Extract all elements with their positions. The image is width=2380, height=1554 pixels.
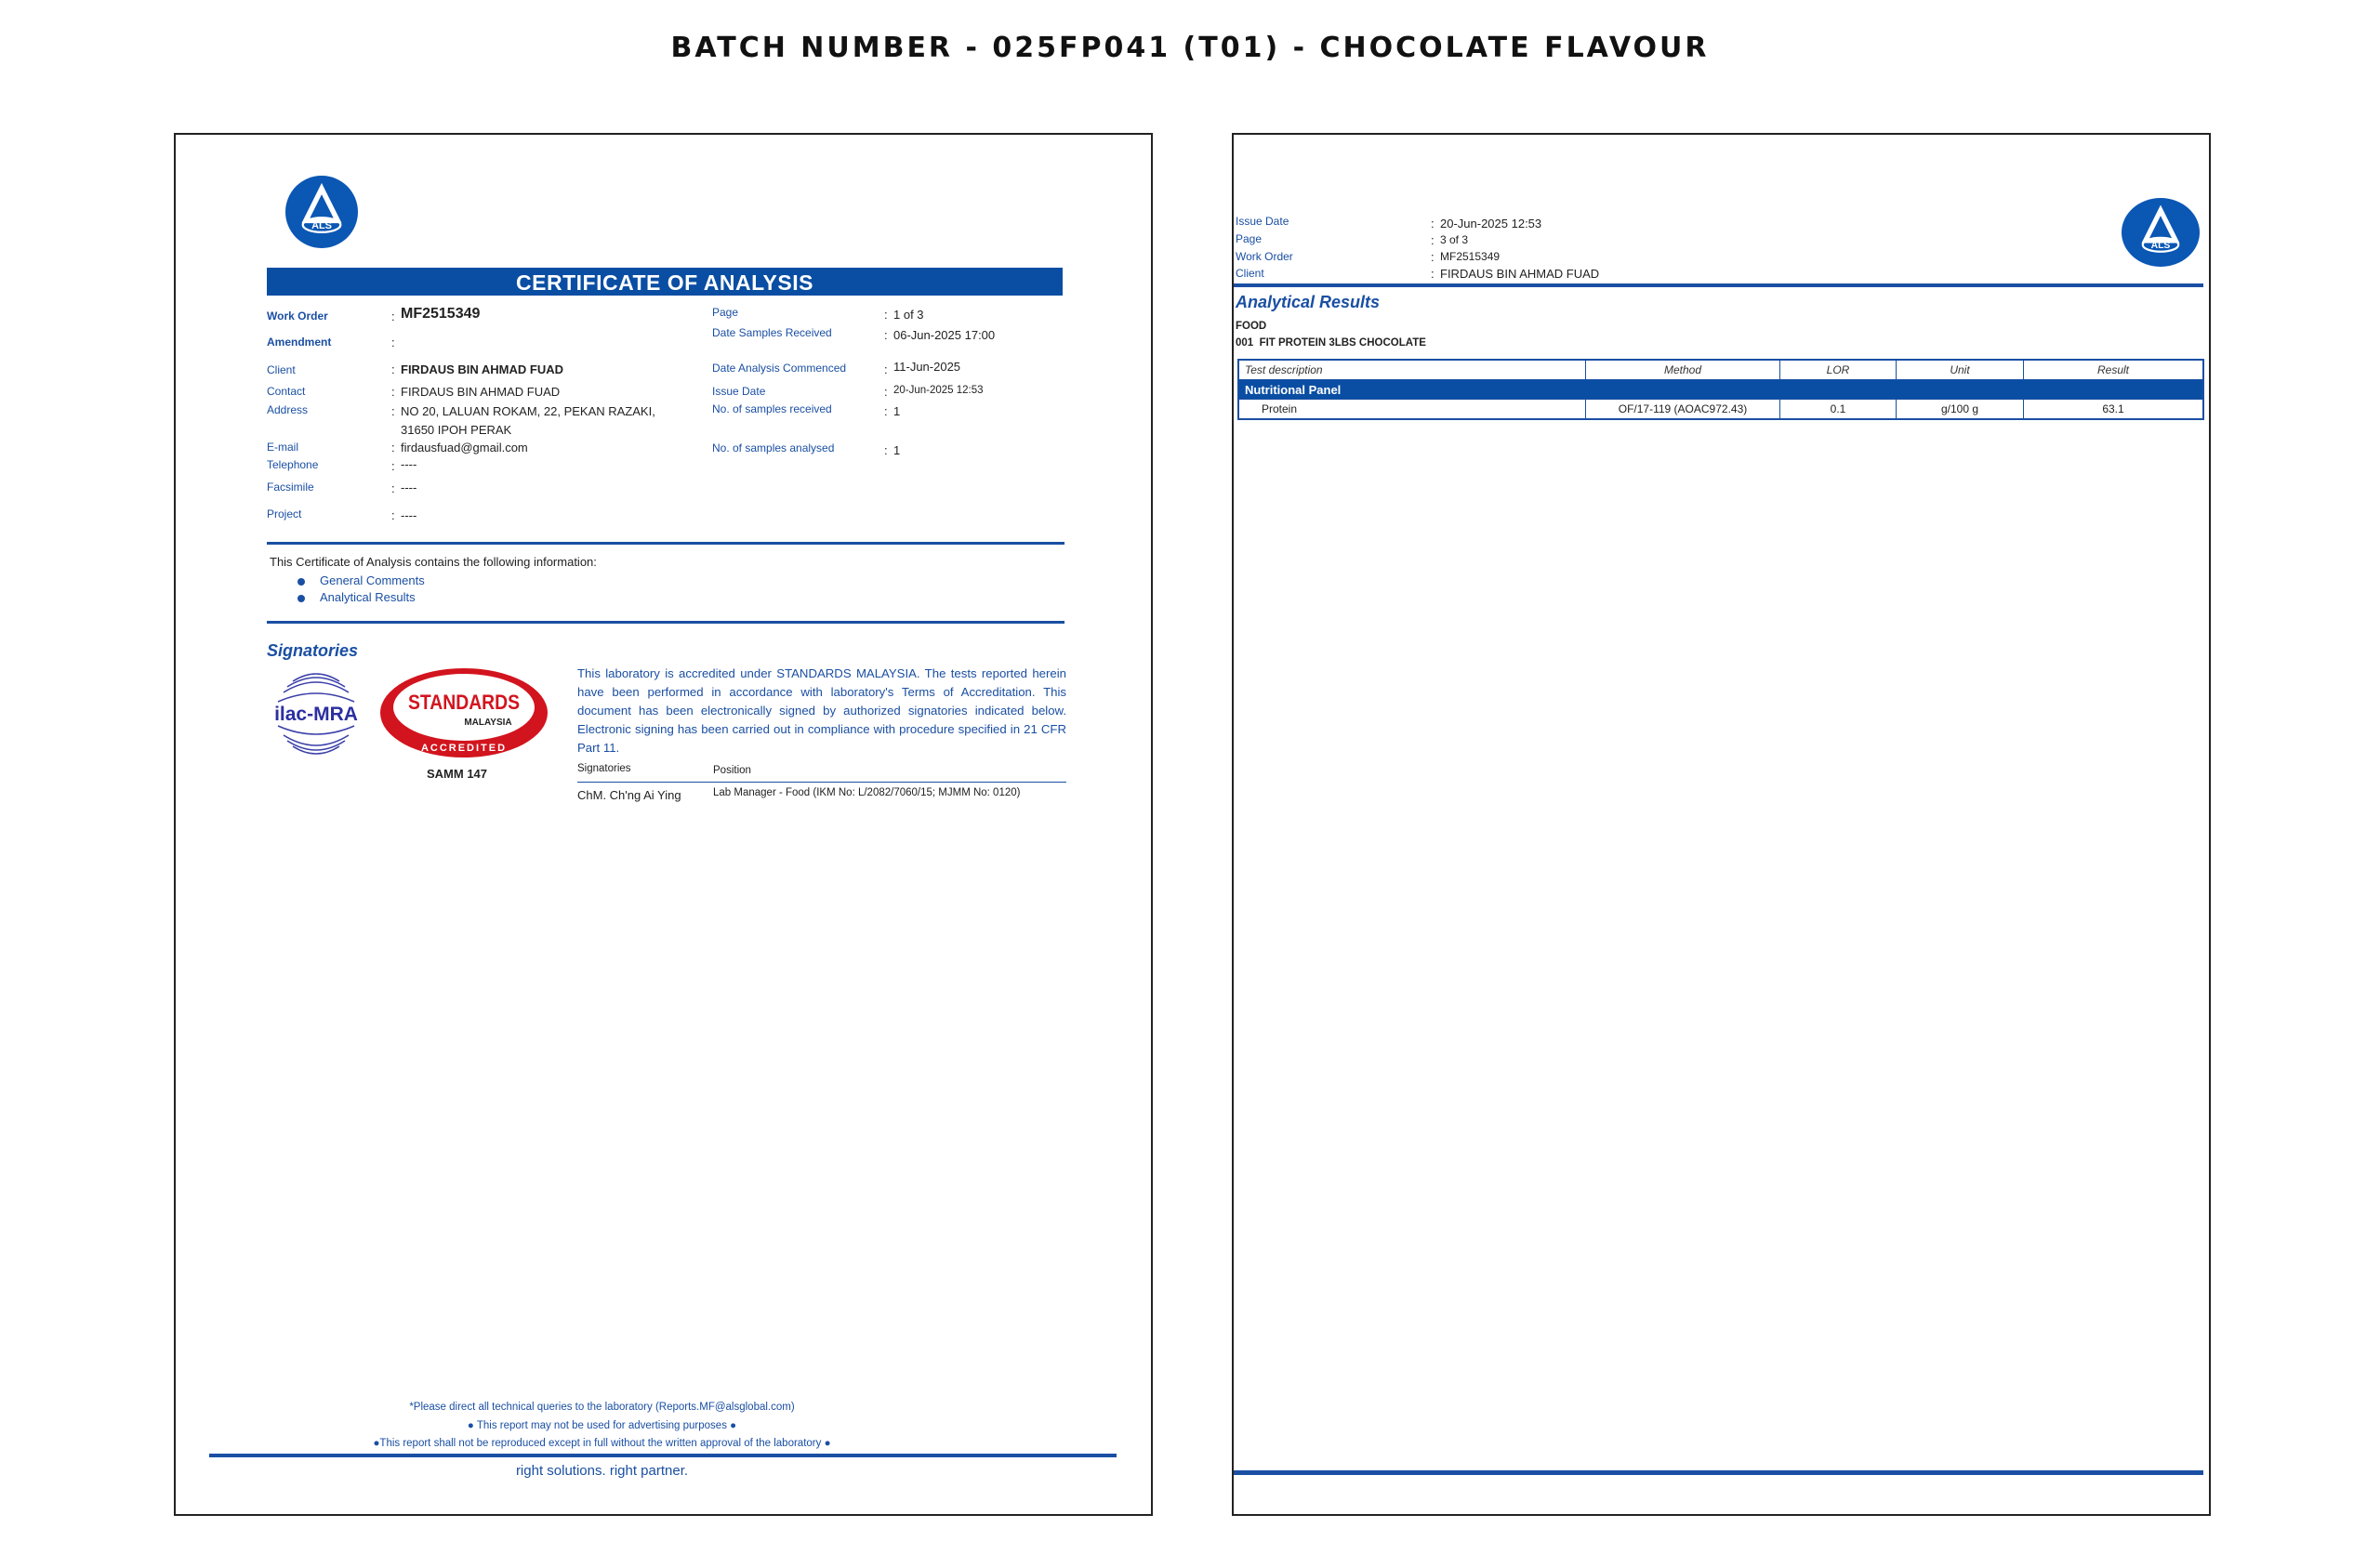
col-method: Method [1586, 360, 1780, 380]
sample-label: 001 FIT PROTEIN 3LBS CHOCOLATE [1236, 337, 1426, 349]
client-value: FIRDAUS BIN AHMAD FUAD [401, 362, 564, 376]
contact-value: FIRDAUS BIN AHMAD FUAD [401, 385, 561, 399]
table-group-row [1238, 380, 2203, 400]
svg-text:ilac-MRA: ilac-MRA [274, 704, 358, 725]
facsimile-value: ---- [401, 481, 417, 494]
sig-col-signatories: Signatories [577, 763, 631, 774]
bullet-icon [298, 595, 305, 602]
project-value: ---- [401, 508, 417, 522]
date-commenced-label: Date Analysis Commenced [712, 362, 847, 375]
signatory-name: ChM. Ch'ng Ai Ying [577, 788, 681, 802]
address-value-line2: 31650 IPOH PERAK [401, 423, 512, 437]
bullet-icon [298, 578, 305, 586]
p2-client-label: Client [1236, 267, 1264, 280]
contents-item-analytical-results: Analytical Results [298, 590, 416, 604]
divider [267, 542, 1064, 545]
matrix-label: FOOD [1236, 321, 1267, 332]
signatory-position: Lab Manager - Food (IKM No: L/2082/7060/15; MJMM No: 0120) [713, 787, 1021, 798]
svg-text:ACCREDITED: ACCREDITED [420, 743, 508, 754]
facsimile-label: Facsimile [267, 481, 314, 494]
cell-unit: g/100 g [1897, 400, 2024, 420]
footer-technical-queries: *Please direct all technical queries to the laboratory (Reports.MF@alsglobal.com) [409, 1402, 795, 1413]
contents-item-general-comments: General Comments [298, 573, 425, 587]
samples-received-value: 1 [893, 404, 901, 418]
accreditation-statement: This laboratory is accredited under STANDARDS MALAYSIA. The tests reported herein have been performed in accordance with laboratory's Terms of Accreditation. This document has been electronically signed by authorized signatories indicated below. Electronic signing has been carried out in compliance with procedure specified in 21 CFR Part 11. [577, 666, 1066, 755]
footer-reproduction-note: ●This report shall not be reproduced except in full without the written approval of the laboratory ● [373, 1438, 831, 1449]
cell-test: Protein [1238, 400, 1586, 420]
footer-rule [209, 1454, 1117, 1457]
sig-table-divider [577, 782, 1066, 783]
results-table [1237, 359, 2204, 420]
samples-analysed-value: 1 [893, 443, 901, 457]
contents-intro: This Certificate of Analysis contains the following information: [270, 555, 597, 569]
contact-label: Contact [267, 385, 306, 398]
p2-work-order-value: MF2515349 [1440, 250, 1501, 263]
address-value: NO 20, LALUAN ROKAM, 22, PEKAN RAZAKI, [401, 404, 655, 418]
signatories-heading: Signatories [267, 641, 359, 660]
page-value: 1 of 3 [893, 308, 924, 322]
sig-col-position: Position [713, 765, 751, 776]
date-commenced-value: 11-Jun-2025 [893, 360, 961, 374]
svg-text:STANDARDS: STANDARDS [408, 691, 520, 714]
p2-client-value: FIRDAUS BIN AHMAD FUAD [1440, 267, 1600, 281]
page-title: BATCH NUMBER - 025FP041 (T01) - CHOCOLATE FLAVOUR [670, 32, 1710, 64]
p2-work-order-label: Work Order [1236, 250, 1293, 263]
analytical-results-heading: Analytical Results [1236, 293, 1381, 311]
amendment-label: Amendment [267, 336, 332, 349]
header-rule [1234, 283, 2203, 287]
cell-method: OF/17-119 (AOAC972.43) [1586, 400, 1780, 420]
work-order-value: MF2515349 [401, 306, 481, 322]
svg-text:ALS: ALS [2150, 241, 2171, 252]
col-unit: Unit [1897, 360, 2024, 380]
project-label: Project [267, 507, 302, 520]
p2-page-label: Page [1236, 232, 1263, 245]
als-logo-icon [285, 176, 358, 248]
address-label: Address [267, 403, 309, 416]
group-nutritional-panel: Nutritional Panel [1238, 380, 2203, 400]
p2-page-value: 3 of 3 [1440, 233, 1469, 246]
svg-text:MALAYSIA: MALAYSIA [464, 718, 512, 728]
issue-date-value: 20-Jun-2025 12:53 [893, 385, 984, 396]
footer-rule [1234, 1470, 2203, 1475]
col-lor: LOR [1780, 360, 1897, 380]
certificate-page-1: ALS CERTIFICATE OF ANALYSIS Work Order : MF2515349 Amendment : Client : FIRDAUS BIN AHMAD FUAD Contact : FIRDAUS BIN AHMAD FUAD Address : NO 20, LALUAN ROKAM, 22, PEKAN RAZAKI, 31650 IPOH PERAK E-mail : firdausfuad@gmail.com Telephone : ---- Facsimile : ---- Project : ---- Page : 1 of 3 Date Samples Received : 06-Jun-2025 17:00 Date Analysis Commenced : 11-Jun-2025 Issue Date : 20-Jun-2025 12:53 No. of samples received : 1 No. of samples analysed : 1 This Certificate of Analysis contains the following information: General Comments Analytical Results Signatories ilac-MRA STANDARDS MALAYSIA ACCREDITED SAMM 147 This laboratory is accredited under STANDARDS MALAYSIA. The tests reported herein have been performed in accordance with laboratory's Terms of Accreditation. This document has been electronically signed by authorized signatories indicated below. Electronic signing has been carried out in compliance with procedure specified in 21 CFR Part 11. Signatories Position ChM. Ch'ng Ai Ying Lab Manager - Food (IKM No: L/2082/7060/15; MJMM No: 0120) *Please direct all technical queries to the laboratory (Reports.MF@alsglobal.com) ● This report may not be used for advertising purposes ● ●This report shall not be reproduced except in full without the written approval of the laboratory ● right solutions. right partner. [174, 133, 1153, 1516]
coa-banner: CERTIFICATE OF ANALYSIS [267, 268, 1063, 296]
standards-malaysia-logo-icon [378, 666, 549, 759]
date-received-value: 06-Jun-2025 17:00 [893, 328, 996, 342]
samm-number: SAMM 147 [427, 767, 488, 781]
issue-date-label: Issue Date [712, 385, 766, 398]
divider [267, 621, 1064, 624]
svg-text:ALS: ALS [311, 219, 332, 231]
cell-result: 63.1 [2024, 400, 2204, 420]
p2-issue-date-value: 20-Jun-2025 12:53 [1440, 217, 1542, 230]
work-order-label: Work Order [267, 309, 328, 323]
email-value: firdausfuad@gmail.com [401, 441, 528, 454]
ilac-mra-logo-icon [267, 665, 365, 763]
client-label: Client [267, 363, 296, 376]
telephone-label: Telephone [267, 458, 319, 471]
cell-lor: 0.1 [1780, 400, 1897, 420]
date-received-label: Date Samples Received [712, 326, 832, 339]
telephone-value: ---- [401, 457, 417, 471]
email-label: E-mail [267, 441, 299, 454]
samples-received-label: No. of samples received [712, 402, 832, 415]
samples-analysed-label: No. of samples analysed [712, 441, 835, 454]
footer-advertising-note: ● This report may not be used for advertising purposes ● [467, 1420, 737, 1431]
col-test-description: Test description [1238, 360, 1586, 380]
certificate-page-3: Issue Date : 20-Jun-2025 12:53 Page : 3 of 3 Work Order : MF2515349 Client : FIRDAUS BIN AHMAD FUAD ALS Analytical Results FOOD 001 FIT PROTEIN 3LBS CHOCOLATE Test description Method LOR Unit Result Nutritional Panel Protein OF/17-119 (AOAC972.43) 0.1 g/100 g 63.1 [1232, 133, 2211, 1516]
col-result: Result [2024, 360, 2204, 380]
table-row [1238, 400, 2203, 420]
footer-tagline: right solutions. right partner. [515, 1463, 689, 1479]
als-logo-icon [2122, 198, 2200, 267]
p2-issue-date-label: Issue Date [1236, 215, 1289, 228]
page-label: Page [712, 306, 739, 319]
